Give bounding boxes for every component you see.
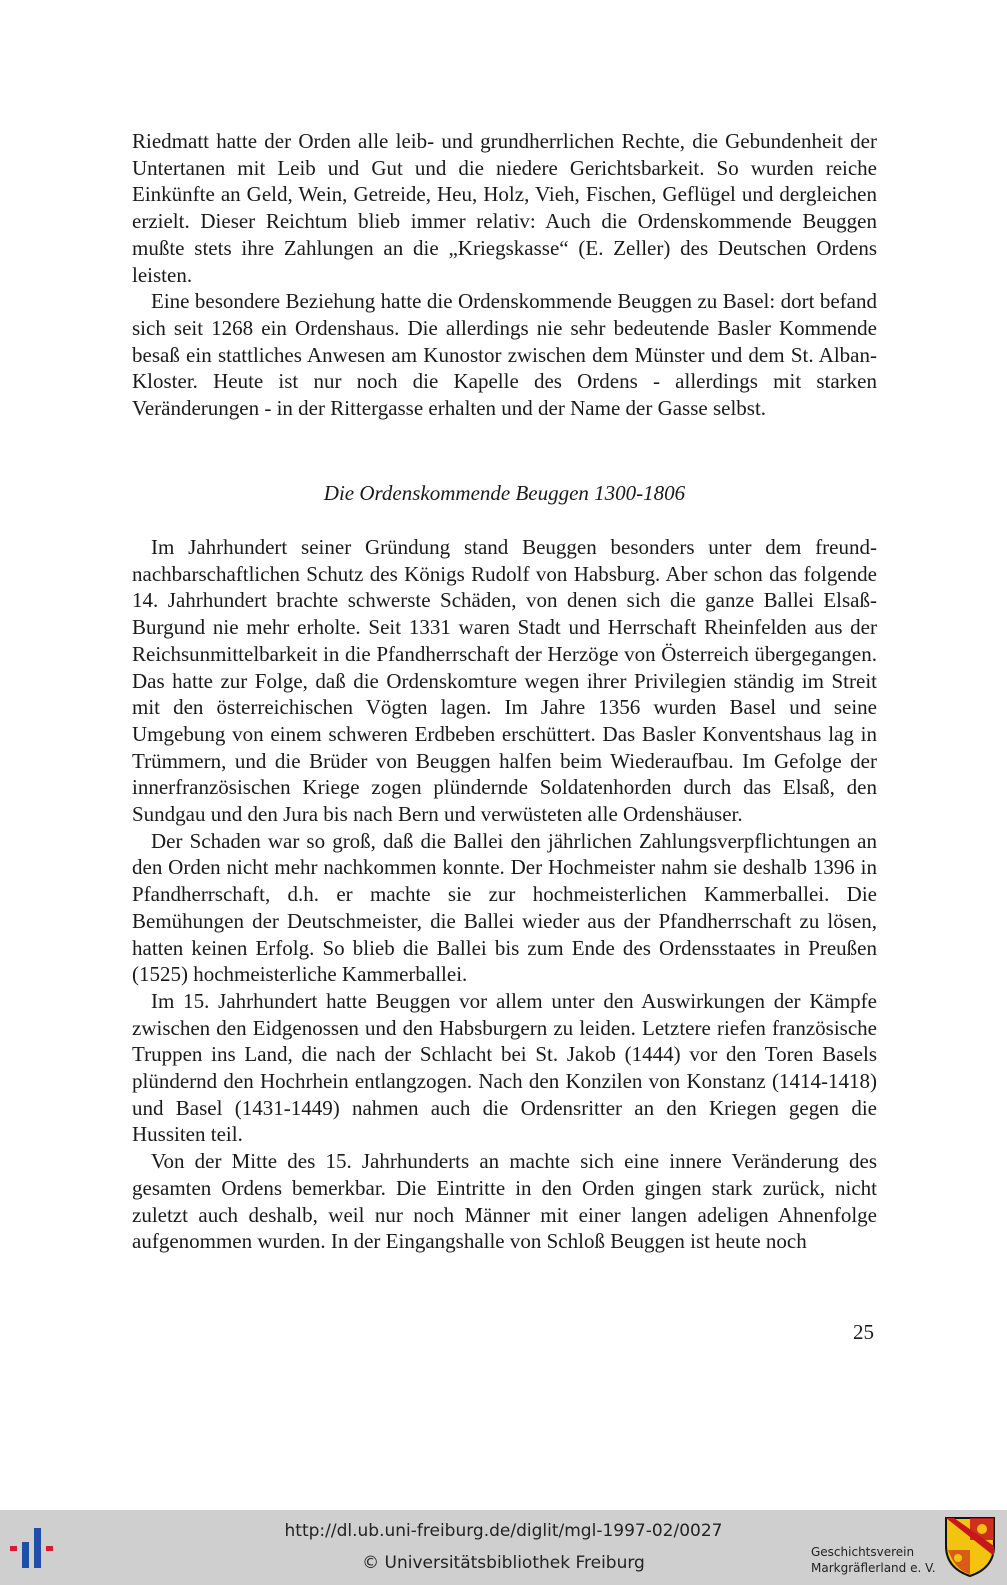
paragraph: Im Jahrhundert seiner Gründung stand Beuggen besonders unter dem freundnachbarschaftlichen Schutz des Königs Rudolf von Habsburg. Aber schon das folgende 14. Jahrhundert brachte schwerste Schäden, von denen sich die ganze Ballei Elsaß-Burgund nie mehr erholte. Seit 1331 waren Stadt und Herrschaft Rheinfelden aus der Reichsunmittelbarkeit in die Pfandherrschaft der Herzöge von Österreich übergegangen. Das hatte zur Folge, daß die Ordenskomture wegen ihrer Privilegien ständig im Streit mit den österreichischen Vögten lagen. Im Jahre 1356 wurden Basel und seine Umgebung von einem schweren Erdbeben erschüttert. Das Basler Konventshaus lag in Trümmern, und die Brüder von Beuggen halfen beim Wiederaufbau. Im Gefolge der innerfranzösischen Kriege zogen plündernde Soldatenhorden durch das Elsaß, den Sundgau und den Jura bis nach Bern und verwüsteten alle Ordenshäuser. [132,535,877,827]
footer-bar [0,1510,1007,1585]
society-line-1: Geschichtsverein [811,1545,915,1559]
society-line-2: Markgräflerland e. V. [811,1561,936,1575]
copyright-text: © Universitätsbibliothek Freiburg [362,1553,645,1573]
source-url-link[interactable]: http://dl.ub.uni-freiburg.de/diglit/mgl-1997-02/0027 [284,1521,723,1541]
paragraph: Im 15. Jahrhundert hatte Beuggen vor allem unter den Auswirkungen der Kämpfe zwischen den Eidgenossen und den Habsburgern zu leiden. Letztere riefen französische Truppen ins Land, die nach der Schlacht bei St. Jakob (1444) vor den Toren Basels plündernd den Hochrhein entlangzogen. Nach den Konzilen von Konstanz (1414-1418) und Basel (1431-1449) nahmen auch die Ordensritter an den Kriegen gegen die Hussiten teil. [132,988,877,1147]
coat-of-arms-icon [944,1516,996,1578]
paragraph: Der Schaden war so groß, daß die Ballei den jährlichen Zahlungsverpflichtungen an den Orden nicht mehr nachkommen konnte. Der Hochmeister nahm sie deshalb 1396 in Pfandherrschaft, d.h. er machte sie zur hochmeisterlichen Kammerballei. Die Bemühungen der Deutschmeister, die Ballei wieder aus der Pfandherrschaft zu lösen, hatten keinen Erfolg. So blieb die Ballei bis zum Ende des Ordensstaates in Preußen (1525) hochmeisterliche Kammerballei. [132,828,877,987]
text-block-main [132,534,877,1255]
text-block-top [132,128,877,422]
page-number: 25 [853,1320,874,1344]
section-heading: Die Ordenskommende Beuggen 1300-1806 [323,481,686,505]
paragraph: Riedmatt hatte der Orden alle leib- und grundherrlichen Rechte, die Gebundenheit der Untertanen mit Leib und Gut und die niedere Gerichtsbarkeit. So wurden reiche Einkünfte an Geld, Wein, Getreide, Heu, Holz, Vieh, Fischen, Geflügel und dergleichen erzielt. Dieser Reichtum blieb immer relativ: Auch die Ordenskommende Beuggen mußte stets ihre Zahlungen an die „Kriegskasse“ (E. Zeller) des Deutschen Ordens leisten. [132,129,877,287]
paragraph: Von der Mitte des 15. Jahrhunderts an machte sich eine innere Veränderung des gesamten Ordens bemerkbar. Die Eintritte in den Orden gingen stark zurück, nicht zuletzt auch deshalb, weil nur noch Männer mit einer langen adeligen Ahnenfolge aufgenommen wurden. In der Eingangshalle von Schloß Beuggen ist heute noch [132,1149,877,1254]
society-name [811,1544,936,1576]
paragraph: Eine besondere Beziehung hatte die Ordenskommende Beuggen zu Basel: dort befand sich seit 1268 ein Ordenshaus. Die allerdings nie sehr bedeutende Basler Kommende besaß ein stattliches Anwesen am Kunostor zwischen dem Münster und dem St. Alban-Kloster. Heute ist nur noch die Kapelle des Ordens - allerdings mit starken Veränderungen - in der Rittergasse erhalten und der Name der Gasse selbst. [132,289,877,421]
